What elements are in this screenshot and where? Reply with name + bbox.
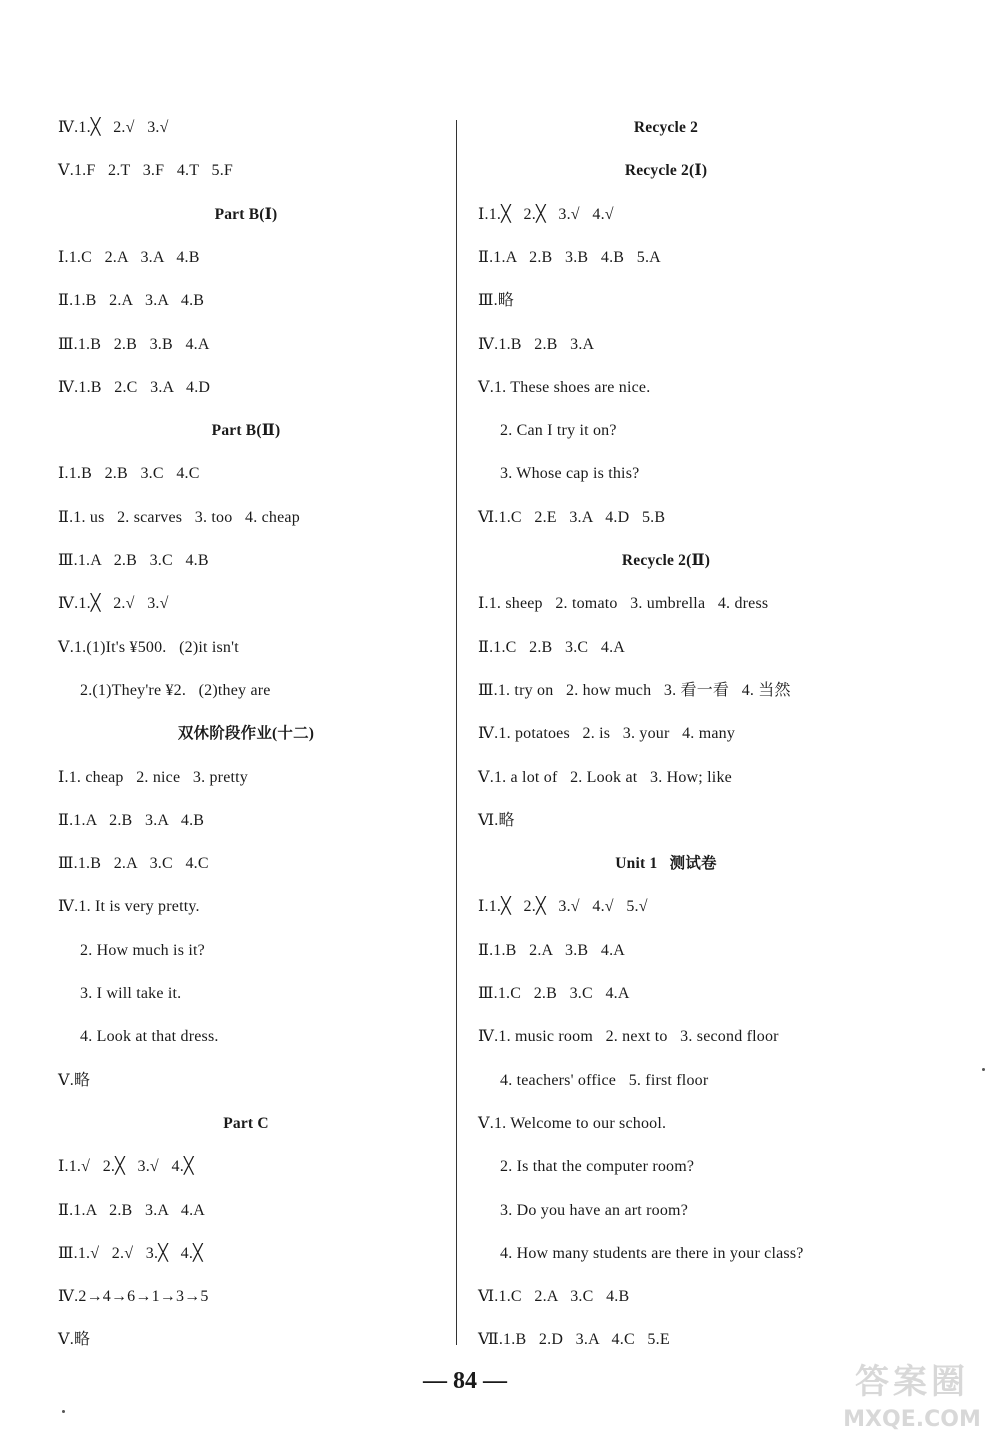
answer-line: Ⅱ.1.B 2.A 3.A 4.B bbox=[58, 292, 205, 310]
answer-line: Ⅴ.略 bbox=[58, 1071, 91, 1089]
answer-line: Ⅴ.1.F 2.T 3.F 4.T 5.F bbox=[58, 162, 234, 180]
answer-line: Ⅳ.1.B 2.C 3.A 4.D bbox=[58, 378, 211, 396]
answer-line: Ⅲ.1.A 2.B 3.C 4.B bbox=[58, 552, 209, 569]
answer-line: 4. Look at that dress. bbox=[80, 1028, 219, 1046]
answer-line: Ⅵ.1.C 2.E 3.A 4.D 5.B bbox=[478, 508, 666, 526]
answer-line: Ⅴ.1. These shoes are nice. bbox=[478, 378, 651, 396]
answer-line: Ⅳ.1. potatoes 2. is 3. your 4. many bbox=[478, 725, 736, 743]
answer-line: Ⅲ.1. try on 2. how much 3. 看一看 4. 当然 bbox=[478, 681, 791, 699]
answer-line: Ⅴ.1. Welcome to our school. bbox=[478, 1114, 667, 1132]
answer-line: Ⅰ.1.╳ 2.╳ 3.√ 4.√ 5.√ bbox=[478, 898, 648, 916]
answer-line: Ⅴ.1. a lot of 2. Look at 3. How; like bbox=[478, 768, 732, 786]
section-heading: 双休阶段作业(十二) bbox=[177, 725, 315, 743]
page-number: — 84 — bbox=[423, 1368, 507, 1394]
answer-line: Ⅵ.1.C 2.A 3.C 4.B bbox=[478, 1288, 630, 1306]
answer-line: Ⅲ.1.B 2.A 3.C 4.C bbox=[58, 855, 209, 873]
answer-line: 2.(1)They're ¥2. (2)they are bbox=[80, 681, 271, 699]
speck bbox=[62, 1410, 65, 1413]
answer-line: Ⅱ.1.A 2.B 3.A 4.B bbox=[58, 811, 205, 829]
answer-line: Ⅳ.1.╳ 2.√ 3.√ bbox=[58, 595, 169, 613]
answer-line: 2. How much is it? bbox=[80, 941, 205, 959]
answer-line: Ⅱ.1. us 2. scarves 3. too 4. cheap bbox=[58, 508, 300, 526]
answer-line: Ⅲ.1.B 2.B 3.B 4.A bbox=[58, 335, 210, 353]
answer-line: Ⅴ.1.(1)It's ¥500. (2)it isn't bbox=[58, 638, 239, 656]
answer-line: Ⅳ.1.B 2.B 3.A bbox=[478, 335, 595, 353]
answer-line: 2. Can I try it on? bbox=[500, 422, 617, 440]
section-heading: Recycle 2(Ⅰ) bbox=[624, 162, 708, 180]
speck bbox=[982, 1068, 985, 1071]
answer-line: Ⅰ.1.B 2.B 3.C 4.C bbox=[58, 465, 200, 483]
answer-line: 4. teachers' office 5. first floor bbox=[500, 1071, 709, 1089]
answer-line: Ⅰ.1.√ 2.╳ 3.√ 4.╳ bbox=[58, 1158, 194, 1176]
answer-line: Ⅱ.1.A 2.B 3.B 4.B 5.A bbox=[478, 248, 661, 266]
answer-line: 2. Is that the computer room? bbox=[500, 1158, 695, 1176]
watermark-text: 答案圈 bbox=[855, 1362, 969, 1402]
answer-line: Ⅳ.1. It is very pretty. bbox=[58, 898, 200, 916]
answer-line: Ⅰ.1.C 2.A 3.A 4.B bbox=[58, 248, 200, 266]
answer-line: 3. Whose cap is this? bbox=[500, 465, 640, 483]
answer-line: Ⅲ.略 bbox=[478, 292, 515, 310]
watermark-url: MXQE.COM bbox=[843, 1407, 981, 1432]
answer-line: Ⅲ.1.√ 2.√ 3.╳ 4.╳ bbox=[58, 1244, 203, 1262]
answer-line: Ⅵ.略 bbox=[478, 811, 515, 829]
answer-line: Ⅱ.1.B 2.A 3.B 4.A bbox=[478, 941, 626, 959]
answer-line: Ⅴ.略 bbox=[58, 1331, 91, 1349]
watermark-logo bbox=[828, 1360, 996, 1440]
answer-line: Ⅰ.1. sheep 2. tomato 3. umbrella 4. dress bbox=[478, 595, 769, 613]
answer-line: Ⅱ.1.C 2.B 3.C 4.A bbox=[478, 638, 626, 656]
section-heading: Part B(Ⅰ) bbox=[214, 205, 278, 223]
answer-line: Ⅳ.1.╳ 2.√ 3.√ bbox=[58, 119, 169, 136]
answer-line: Ⅶ.1.B 2.D 3.A 4.C 5.E bbox=[478, 1331, 670, 1349]
section-heading: Recycle 2 bbox=[633, 119, 699, 136]
answer-line: Ⅰ.1. cheap 2. nice 3. pretty bbox=[58, 768, 248, 786]
answer-line: Ⅳ.1. music room 2. next to 3. second floor bbox=[478, 1028, 779, 1046]
section-heading: Part B(Ⅱ) bbox=[211, 422, 281, 440]
section-heading: Recycle 2(Ⅱ) bbox=[621, 552, 711, 569]
section-heading: Unit 1 测试卷 bbox=[615, 855, 717, 873]
answer-line: 3. I will take it. bbox=[80, 985, 182, 1002]
column-divider bbox=[456, 120, 457, 1345]
answer-line: Ⅰ.1.╳ 2.╳ 3.√ 4.√ bbox=[478, 205, 614, 223]
answer-line: 3. Do you have an art room? bbox=[500, 1201, 689, 1219]
answer-line: Ⅳ.2→4→6→1→3→5 bbox=[58, 1288, 209, 1306]
section-heading: Part C bbox=[223, 1114, 269, 1132]
answer-line: 4. How many students are there in your class? bbox=[500, 1244, 804, 1262]
answer-line: Ⅲ.1.C 2.B 3.C 4.A bbox=[478, 985, 630, 1002]
answer-line: Ⅱ.1.A 2.B 3.A 4.A bbox=[58, 1201, 206, 1219]
